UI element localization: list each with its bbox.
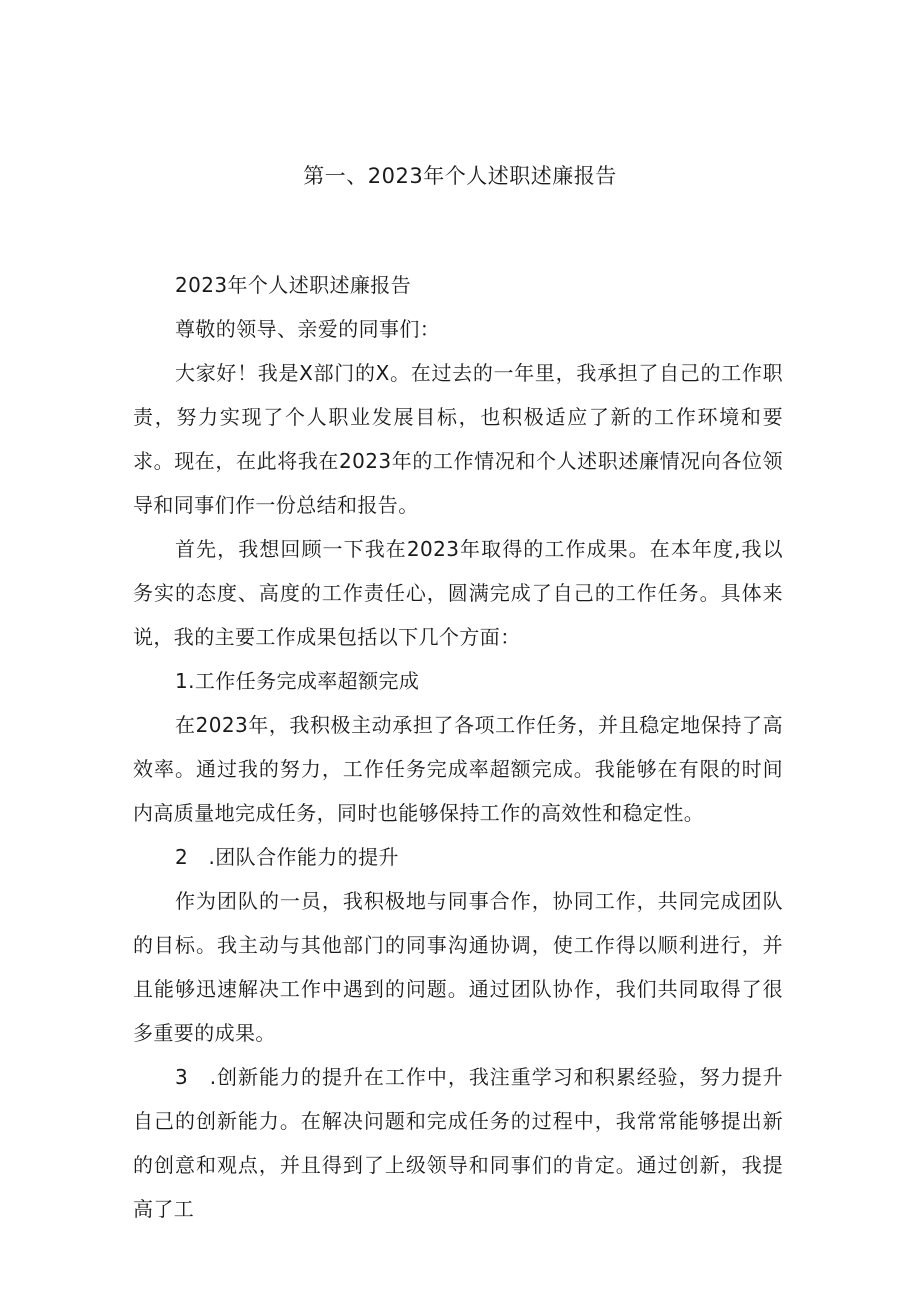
document-body [133,263,783,1231]
achievements-intro-paragraph: 首先，我想回顾一下我在2023年取得的工作成果。在本年度,我以务实的态度、高度的工作责任心，圆满完成了自己的工作任务。具体来说，我的主要工作成果包括以下几个方面： [133,537,783,649]
section-heading-1: 1.工作任务完成率超额完成 [175,669,420,693]
document-title: 第一、2023年个人述职述廉报告 [303,164,617,188]
section-paragraph-2: 作为团队的一员，我积极地与同事合作，协同工作，共同完成团队的目标。我主动与其他部门的同事沟通协调，使工作得以顺利进行，并且能够迅速解决工作中遇到的问题。通过团队协作，我们共同取得了很多重要的成果。 [133,889,783,1045]
intro-paragraph: 大家好！我是X部门的X。在过去的一年里，我承担了自己的工作职责，努力实现了个人职业发展目标，也积极适应了新的工作环境和要求。现在，在此将我在2023年的工作情况和个人述职述廉情况向各位领导和同事们作一份总结和报告。 [133,361,783,517]
section-heading-2: 2 .团队合作能力的提升 [175,845,399,869]
section-paragraph-3: 3 .创新能力的提升在工作中，我注重学习和积累经验，努力提升自己的创新能力。在解决问题和完成任务的过程中，我常常能够提出新的创意和观点，并且得到了上级领导和同事们的肯定。通过创新，我提高了工 [133,1065,783,1221]
report-heading: 2023年个人述职述廉报告 [175,273,412,297]
section-paragraph-1: 在2023年，我积极主动承担了各项工作任务，并且稳定地保持了高效率。通过我的努力，工作任务完成率超额完成。我能够在有限的时间内高质量地完成任务，同时也能够保持工作的高效性和稳定性。 [133,713,783,825]
salutation: 尊敬的领导、亲爱的同事们： [175,317,441,341]
